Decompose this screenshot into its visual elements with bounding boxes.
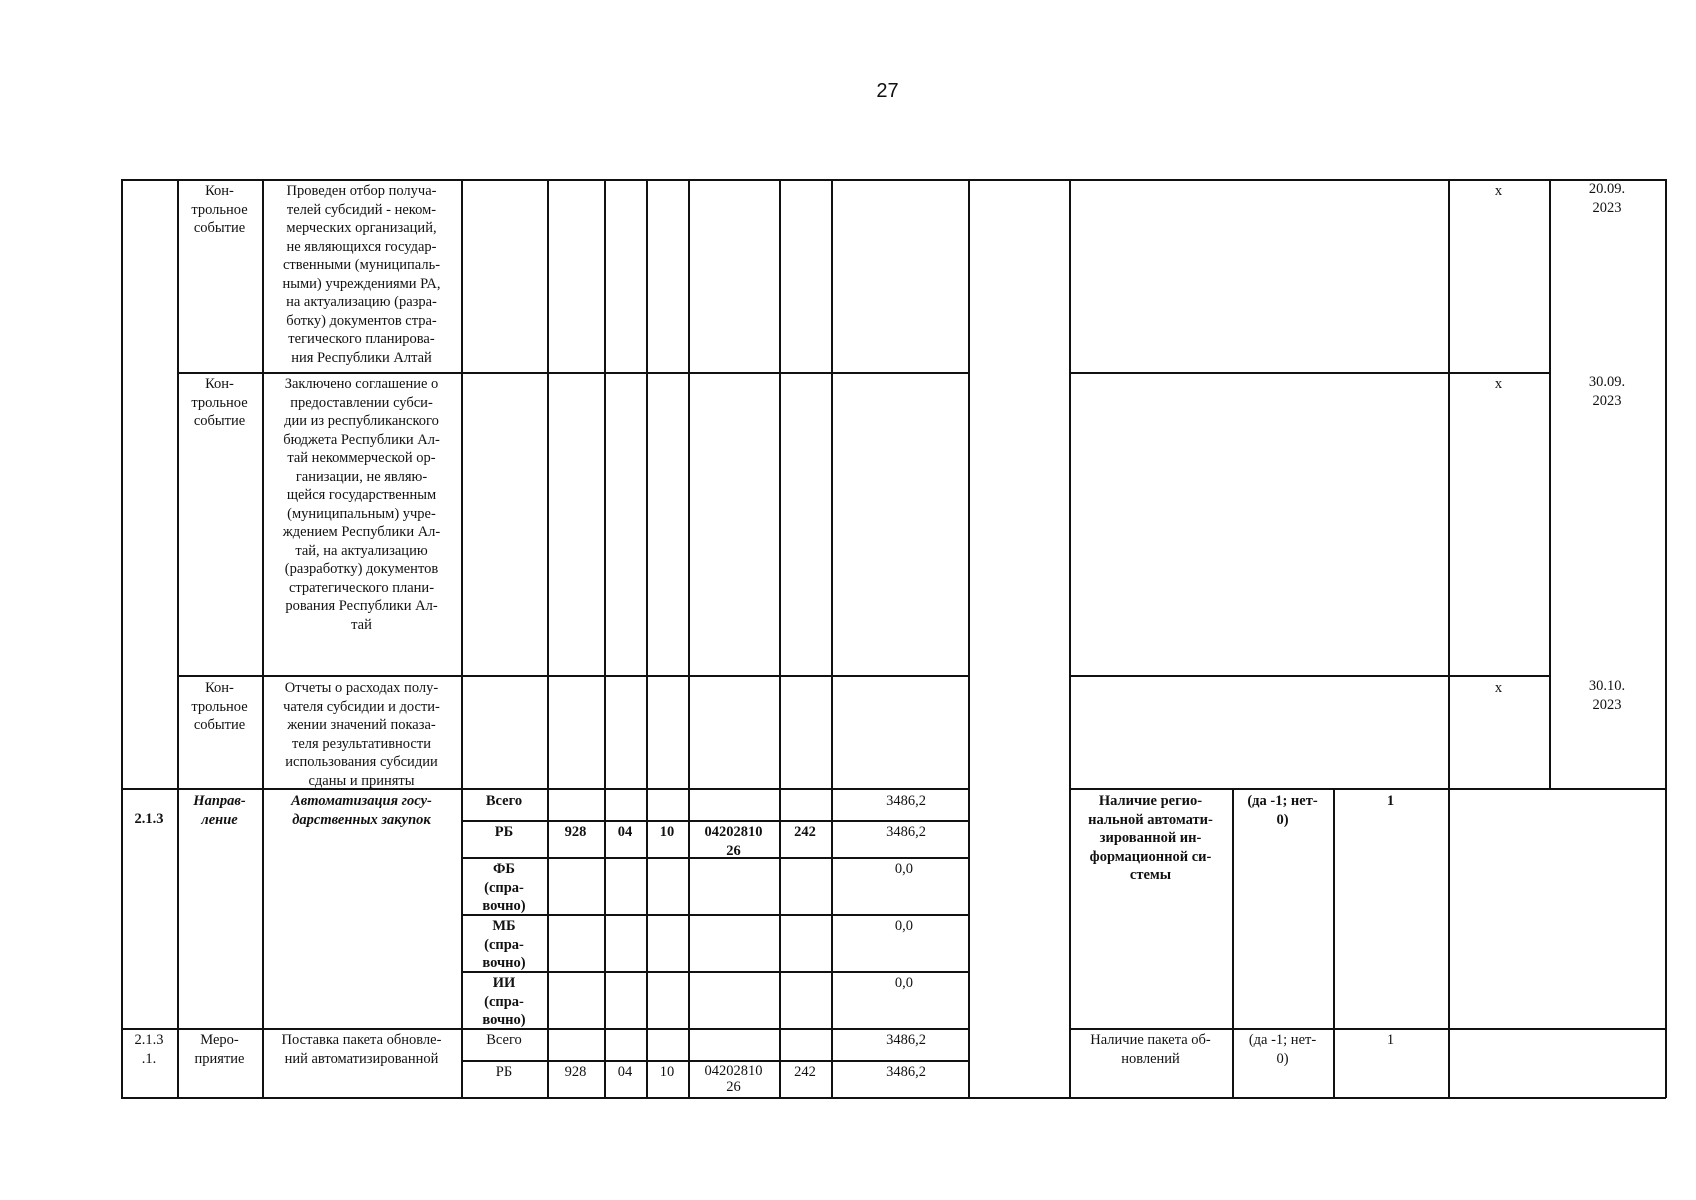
budget-vr: 242 bbox=[794, 1064, 816, 1080]
budget-amount: 3486,2 bbox=[886, 793, 926, 809]
indicator-value: 1 bbox=[1386, 1032, 1395, 1048]
budget-pr: 10 bbox=[659, 1064, 675, 1080]
measure-type: Меро- приятие bbox=[194, 1032, 245, 1067]
budget-source: РБ bbox=[495, 1064, 513, 1080]
budget-grbs: 928 bbox=[564, 1064, 587, 1080]
control-event-date: 30.09. 2023 bbox=[1588, 374, 1626, 409]
control-event-date: 20.09. 2023 bbox=[1588, 181, 1626, 216]
budget-source: ИИ (спра- вочно) bbox=[482, 975, 526, 1028]
control-event-mark: x bbox=[1494, 376, 1503, 392]
control-event-type: Кон- трольное событие bbox=[191, 183, 248, 236]
budget-rz: 04 bbox=[617, 824, 633, 840]
budget-amount: 3486,2 bbox=[886, 1064, 926, 1080]
indicator-unit: (да -1; нет- 0) bbox=[1248, 1032, 1317, 1067]
budget-source: Всего bbox=[486, 1032, 522, 1048]
control-event-type: Кон- трольное событие bbox=[191, 376, 248, 429]
indicator-value: 1 bbox=[1386, 793, 1395, 809]
budget-source: МБ (спра- вочно) bbox=[482, 918, 526, 971]
indicator-unit: (да -1; нет- 0) bbox=[1247, 793, 1318, 828]
budget-grbs: 928 bbox=[564, 824, 587, 840]
budget-amount: 3486,2 bbox=[886, 824, 926, 840]
measure-name: Поставка пакета обновле- ний автоматизированной bbox=[281, 1032, 442, 1067]
budget-amount: 3486,2 bbox=[886, 1032, 926, 1048]
budget-amount: 0,0 bbox=[894, 861, 913, 877]
control-event-description: Заключено соглашение о предоставлении субси- дии из республиканского бюджета Республики Ал- тай некоммерческой ор- ганизации, не являю- щейся государственным (муниципальным) учре- ждением Республики Ал- тай, на актуализацию (разработку) документов стратегического плани- рования Республики Ал- тай bbox=[282, 376, 441, 633]
budget-amount: 0,0 bbox=[894, 918, 913, 934]
direction-name: Автоматизация госу- дарственных закупок bbox=[291, 793, 432, 828]
budget-vr: 242 bbox=[794, 824, 816, 840]
control-event-mark: x bbox=[1494, 183, 1503, 199]
direction-number: 2.1.3 bbox=[134, 811, 164, 827]
indicator-name: Наличие пакета об- новлений bbox=[1090, 1032, 1211, 1067]
direction-type: Направ- ление bbox=[193, 793, 246, 828]
budget-csr: 04202810 26 bbox=[704, 1063, 763, 1095]
budget-pr: 10 bbox=[659, 824, 675, 840]
measure-number: 2.1.3 .1. bbox=[134, 1032, 164, 1067]
control-event-date: 30.10. 2023 bbox=[1588, 678, 1626, 713]
control-event-mark: x bbox=[1494, 680, 1503, 696]
budget-csr: 04202810 26 bbox=[704, 824, 763, 859]
budget-amount: 0,0 bbox=[894, 975, 913, 991]
budget-source: Всего bbox=[485, 793, 523, 809]
page-number: 27 bbox=[876, 80, 899, 102]
control-event-type: Кон- трольное событие bbox=[191, 680, 248, 733]
indicator-name: Наличие регио- нальной автомати- зированной ин- формационной си- стемы bbox=[1088, 793, 1213, 883]
budget-rz: 04 bbox=[617, 1064, 633, 1080]
control-event-description: Проведен отбор получа- телей субсидий - неком- мерческих организаций, не являющихся государ- ственными (муниципаль- ными) учреждениями РА, на актуализацию (разра- ботку) документов стра- тегического планирова- ния Республики Алтай bbox=[282, 183, 441, 366]
budget-source: ФБ (спра- вочно) bbox=[482, 861, 526, 914]
control-event-description: Отчеты о расходах полу- чателя субсидии и дости- жении значений показа- теля результативности использования субсидии сданы и приняты bbox=[283, 680, 440, 789]
budget-source: РБ bbox=[494, 824, 514, 840]
